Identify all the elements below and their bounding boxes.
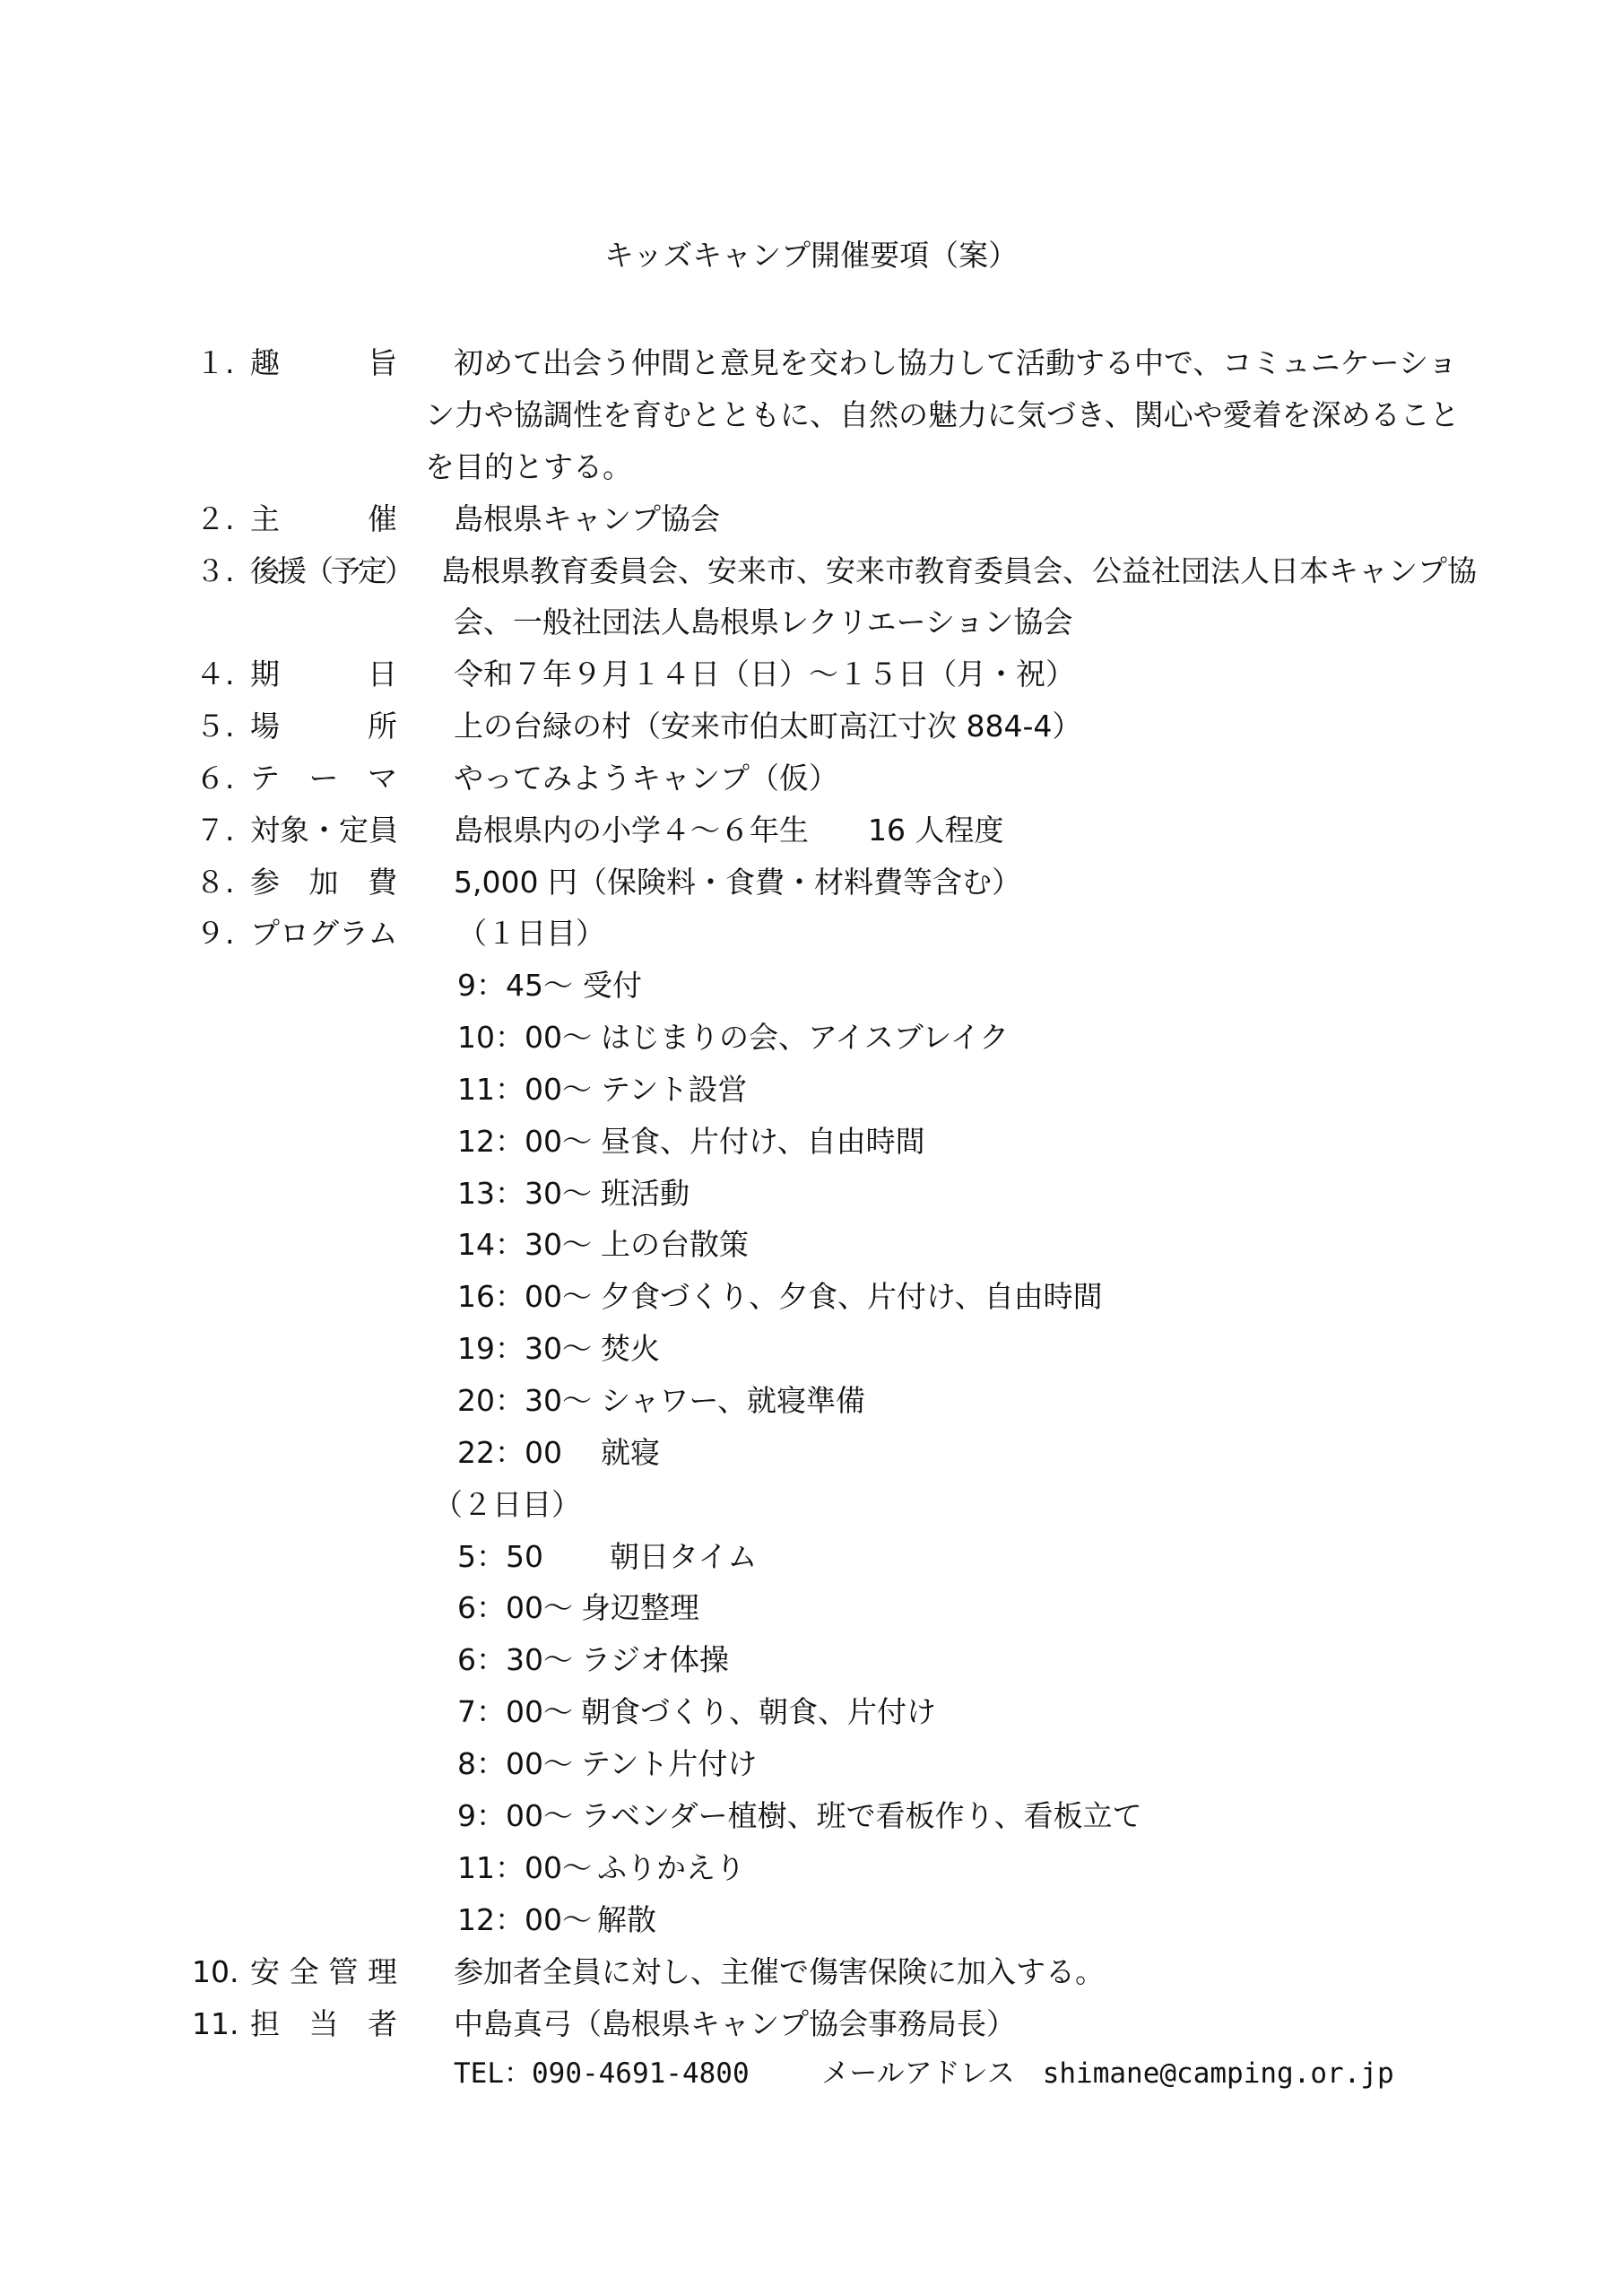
section-1-line: ン力や協調性を育むとともに、自然の魅力に気づき、関心や愛着を深めること — [425, 397, 1460, 432]
section-7-label: 対象・定員 — [250, 813, 398, 848]
section-11-value: 中島真弓（島根県キャンプ協会事務局長） — [454, 2006, 1016, 2041]
schedule-time: 14：30～ — [457, 1227, 592, 1262]
schedule-time: 16：00～ — [457, 1279, 592, 1314]
section-6-label-char: ー — [308, 761, 339, 796]
section-6-label-char: マ — [368, 761, 397, 796]
schedule-activity: シャワー、就寝準備 — [601, 1383, 866, 1418]
section-11-label — [250, 2006, 397, 2041]
schedule-activity: ラジオ体操 — [581, 1642, 729, 1677]
schedule-time: 6：30～ — [457, 1642, 573, 1677]
section-7-value: 島根県内の小学４～６年生 16 人程度 — [454, 813, 1004, 848]
section-3-number: ３. — [195, 553, 235, 588]
schedule-time: 10：00～ — [457, 1020, 592, 1055]
section-8-label-char: 参 — [250, 865, 280, 900]
schedule-activity: 解散 — [597, 1902, 656, 1937]
schedule-time: 5：50 — [457, 1539, 543, 1574]
section-2-value: 島根県キャンプ協会 — [454, 501, 720, 536]
section-10-label-char: 全 — [289, 1954, 319, 1989]
section-10-value: 参加者全員に対し、主催で傷害保険に加入する。 — [454, 1954, 1105, 1989]
schedule-activity: 身辺整理 — [581, 1590, 699, 1625]
section-3-line: 島根県教育委員会、安来市、安来市教育委員会、公益社団法人日本キャンプ協 — [441, 553, 1477, 588]
section-1-label-char: 趣 — [250, 345, 280, 380]
section-4-label-char: 日 — [368, 657, 397, 691]
schedule-time: 11：00～ — [457, 1850, 592, 1885]
section-6-number: ６. — [195, 761, 235, 796]
schedule-activity: テント設営 — [601, 1072, 748, 1107]
schedule-time: 12：00～ — [457, 1902, 592, 1937]
section-10-label-char: 理 — [367, 1954, 397, 1989]
section-4-label-char: 期 — [250, 657, 280, 691]
section-9-label: プログラム — [250, 916, 398, 951]
section-8-label-char: 費 — [368, 865, 397, 900]
schedule-time: 9：00～ — [457, 1798, 573, 1833]
schedule-activity: 就寝 — [601, 1435, 660, 1470]
schedule-time: 11：00～ — [457, 1072, 592, 1107]
section-11-number: 11. — [192, 2006, 239, 2041]
section-4-label — [250, 659, 397, 689]
schedule-time: 13：30～ — [457, 1176, 592, 1211]
day-2-heading: （２日目） — [433, 1487, 581, 1522]
section-1-line: 初めて出会う仲間と意見を交わし協力して活動する中で、コミュニケーショ — [454, 345, 1458, 380]
section-1-line: を目的とする。 — [425, 449, 632, 484]
section-2-label — [250, 501, 397, 536]
section-2-number: ２. — [195, 501, 235, 536]
schedule-activity: 夕食づくり、夕食、片付け、自由時間 — [601, 1279, 1103, 1314]
section-7-number: ７. — [195, 813, 235, 848]
section-10-label — [250, 1954, 397, 1989]
section-5-label-char: 所 — [368, 709, 397, 744]
section-2-label-char: 催 — [368, 501, 397, 536]
section-9-number: ９. — [195, 916, 235, 951]
section-4-number: ４. — [195, 657, 235, 691]
section-10-label-char: 安 — [250, 1954, 280, 1989]
schedule-time: 7：00～ — [457, 1694, 573, 1729]
schedule-activity: テント片付け — [581, 1746, 758, 1781]
section-6-label-char: テ — [250, 761, 280, 796]
schedule-activity: 上の台散策 — [601, 1227, 749, 1262]
section-11-label-char: 担 — [250, 2006, 280, 2041]
section-2-label-char: 主 — [250, 501, 280, 536]
schedule-time: 12：00～ — [457, 1124, 592, 1159]
schedule-activity: 昼食、片付け、自由時間 — [601, 1124, 925, 1159]
schedule-activity: 焚火 — [601, 1331, 660, 1366]
schedule-activity: ふりかえり — [597, 1850, 745, 1885]
schedule-time: 22：00 — [457, 1435, 562, 1470]
schedule-time: 19：30～ — [457, 1331, 592, 1366]
section-11-label-char: 者 — [368, 2006, 397, 2041]
section-1-label-char: 旨 — [368, 345, 397, 380]
section-6-value: やってみようキャンプ（仮） — [454, 761, 838, 796]
section-8-value: 5,000 円（保険料・食費・材料費等含む） — [454, 865, 1021, 900]
section-5-value: 上の台緑の村（安来市伯太町高江寸次 884-4） — [454, 709, 1082, 744]
section-6-label — [250, 761, 397, 796]
section-8-label — [250, 865, 397, 900]
schedule-activity: 受付 — [583, 968, 642, 1003]
section-10-label-char: 管 — [328, 1954, 359, 1989]
section-11-label-char: 当 — [308, 2006, 339, 2041]
section-10-number: 10. — [192, 1954, 239, 1989]
document-title: キッズキャンプ開催要項（案） — [603, 238, 1019, 273]
section-4-value: 令和７年９月１４日（日）～１５日（月・祝） — [454, 657, 1075, 691]
section-5-label — [250, 709, 397, 744]
schedule-activity: 朝日タイム — [610, 1539, 758, 1574]
section-5-number: ５. — [195, 709, 235, 744]
schedule-time: 20：30～ — [457, 1383, 592, 1418]
section-3-label: 後援（予定） — [250, 553, 412, 588]
schedule-activity: はじまりの会、アイスブレイク — [601, 1020, 1010, 1055]
section-1-label — [250, 345, 397, 380]
schedule-time: 6：00～ — [457, 1590, 573, 1625]
contact-line: TEL：090-4691-4800 メールアドレス shimane@camping.or.jp — [454, 2057, 1394, 2090]
schedule-activity: 朝食づくり、朝食、片付け — [581, 1694, 936, 1729]
section-8-number: ８. — [195, 865, 235, 900]
section-1-number: １. — [195, 345, 235, 380]
schedule-time: 8：00～ — [457, 1746, 573, 1781]
schedule-activity: ラベンダー植樹、班で看板作り、看板立て — [581, 1798, 1142, 1833]
schedule-time: 9：45～ — [457, 968, 573, 1003]
day-1-heading: （１日目） — [457, 916, 605, 951]
section-5-label-char: 場 — [250, 709, 280, 744]
section-8-label-char: 加 — [308, 865, 339, 900]
schedule-activity: 班活動 — [601, 1176, 690, 1211]
section-3-line: 会、一般社団法人島根県レクリエーション協会 — [454, 604, 1073, 639]
